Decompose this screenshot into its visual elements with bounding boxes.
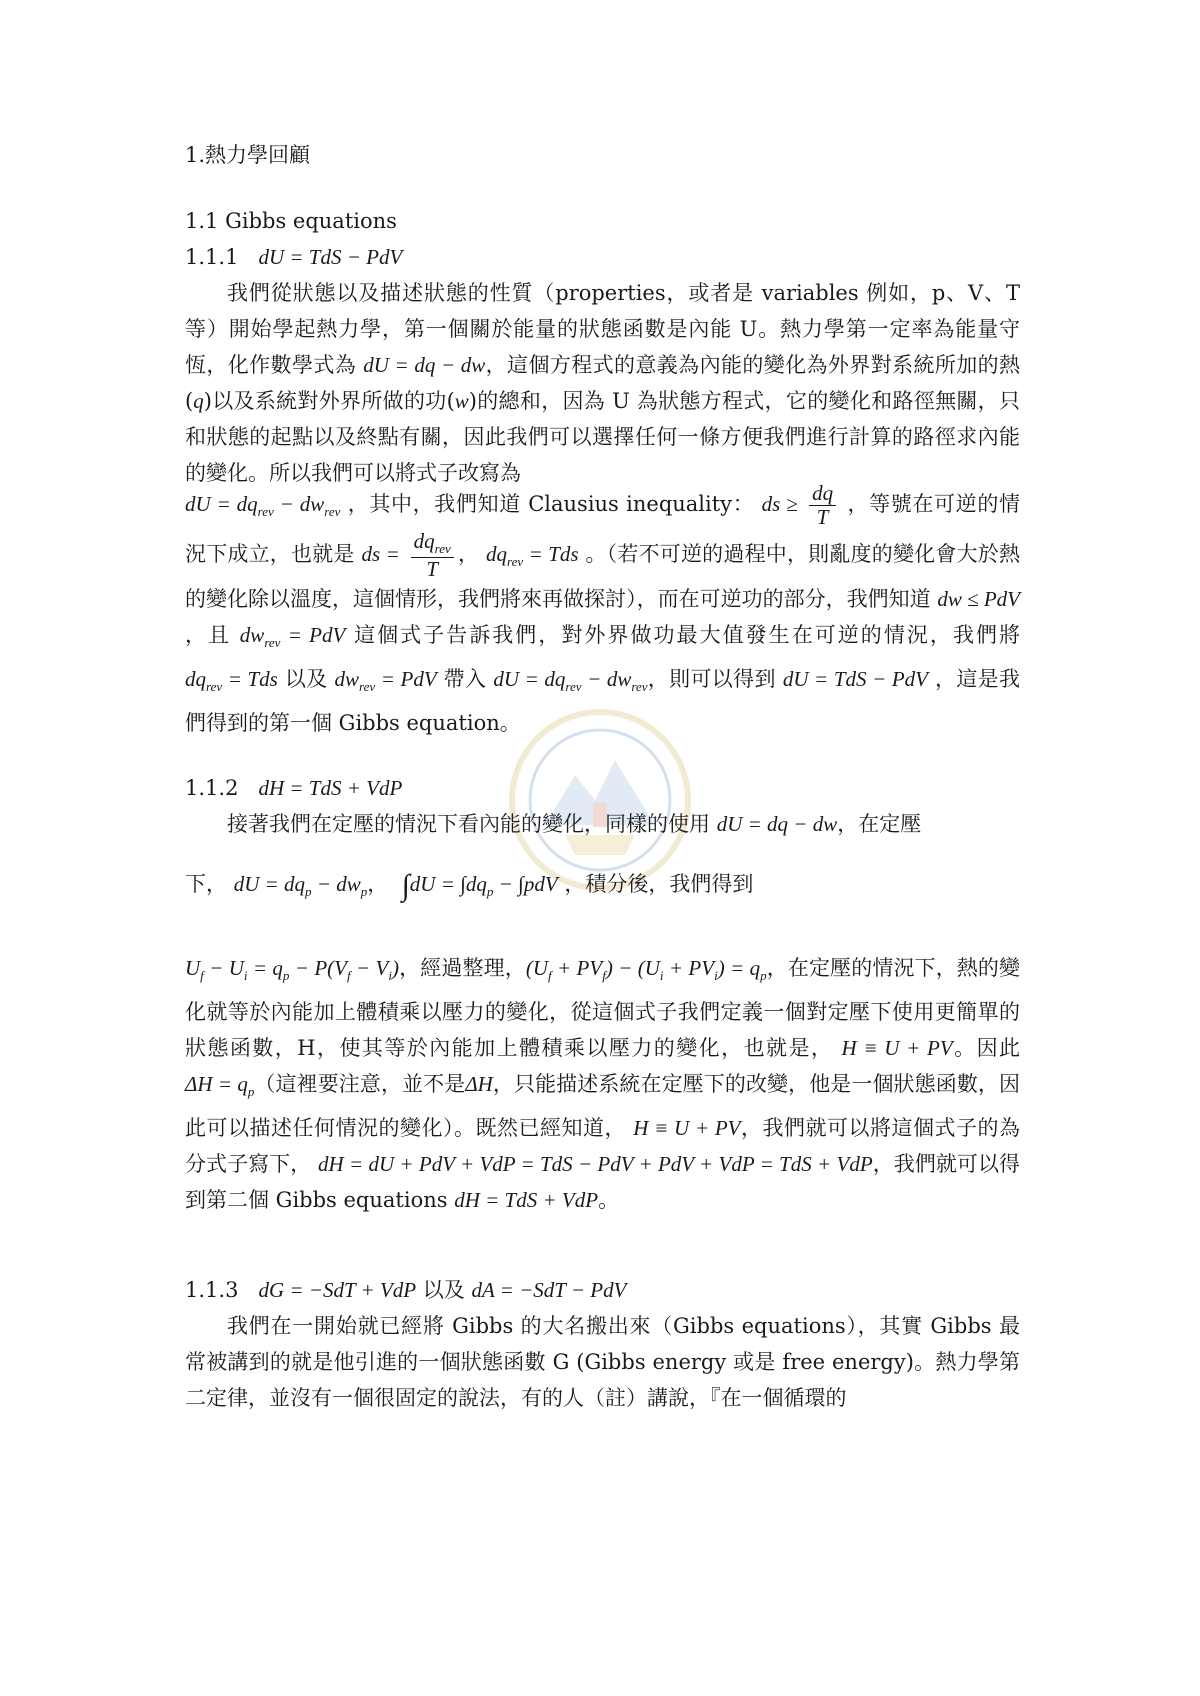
- paragraph-2: dU = $dq_{rev} - dw_{rev}$ ，其中，我們知道 Clausius inequality： ds ≥ $\frac{dq}{T}$ ，等號在可逆的情況下成立，也就是 ds = $\frac{dq_{rev}}{T}$ ， $dq_{rev}$ = Tds 。（若不可逆的過程中，則亂度的變化會大於熱的變化除以溫度，這個情形，我們將來再做探討），而在可逆功的部分，我們知道 dw ≤ PdV ，且 $dw_{rev}$ = PdV 這個式子告訴我們，對外界做功最大值發生在可逆的情況，我們將 $dq_{rev}$ = Tds 以及 $dw_{rev}$ = PdV 帶入 dU = $dq_{rev} - dw_{rev}$，則可以得到 dU = TdS − PdV ，這是我們得到的第一個 Gibbs equation。: [185, 481, 1021, 736]
- section-heading: 1.1 Gibbs equations: [185, 209, 397, 233]
- paragraph-4: 下， dU = $dq_p - dw_p$， $\int dU = \int dq_p - \int pdV$ ，積分後，我們得到: [185, 869, 754, 903]
- chapter-title: 1.熱力學回顧: [185, 143, 311, 167]
- paragraph-5: $U_f - U_i = q_p - P(V_f - V_i)$，經過整理，$(U_f + PV_f) - (U_i + PV_i) = q_p$，在定壓的情況下，熱的變化就等於內能加上體積乘以壓力的變化，從這個式子我們定義一個對定壓下使用更簡單的狀態函數，H，使其等於內能加上體積乘以壓力的變化，也就是， H ≡ U + PV。因此$\Delta H = q_p$（這裡要注意，並不是ΔH，只能描述系統在定壓下的改變，他是一個狀態函數，因此可以描述任何情況的變化）。既然已經知道， H ≡ U + PV，我們就可以將這個式子的為分式子寫下， dH = dU + PdV + VdP = TdS − PdV + PdV + VdP = TdS + VdP，我們就可以得到第二個 Gibbs equations dH = TdS + VdP。: [185, 956, 1021, 1213]
- subsection-heading-1-1-3: 1.1.3 dG = −SdT + VdP 以及 dA = −SdT − PdV: [185, 1278, 627, 1302]
- paragraph-6: 我們在一開始就已經將 Gibbs 的大名搬出來（Gibbs equations），其實 Gibbs 最常被講到的就是他引進的一個狀態函數 G (Gibbs energy 或是 free energy)。熱力學第二定律，並沒有一個很固定的說法，有的人（註）講說，『在一個循環的: [185, 1314, 1020, 1410]
- paragraph-1: 我們從狀態以及描述狀態的性質（properties，或者是 variables 例如，p、V、T 等）開始學起熱力學，第一個關於能量的狀態函數是內能 U。熱力學第一定率為能量守恆，化作數學式為 dU = dq − dw，這個方程式的意義為內能的變化為外界對系統所加的熱(q)以及系統對外界所做的功(w)的總和，因為 U 為狀態方程式，它的變化和路徑無關，只和狀態的起點以及終點有關，因此我們可以選擇任何一條方便我們進行計算的路徑求內能的變化。所以我們可以將式子改寫為: [185, 281, 1021, 485]
- subsection-heading-1-1-2: 1.1.2 dH = TdS + VdP: [185, 776, 403, 800]
- paragraph-3: 接著我們在定壓的情況下看內能的變化，同樣的使用 dU = dq − dw，在定壓: [227, 812, 922, 836]
- subsection-heading-1-1-1: 1.1.1 dU = TdS − PdV: [185, 245, 403, 269]
